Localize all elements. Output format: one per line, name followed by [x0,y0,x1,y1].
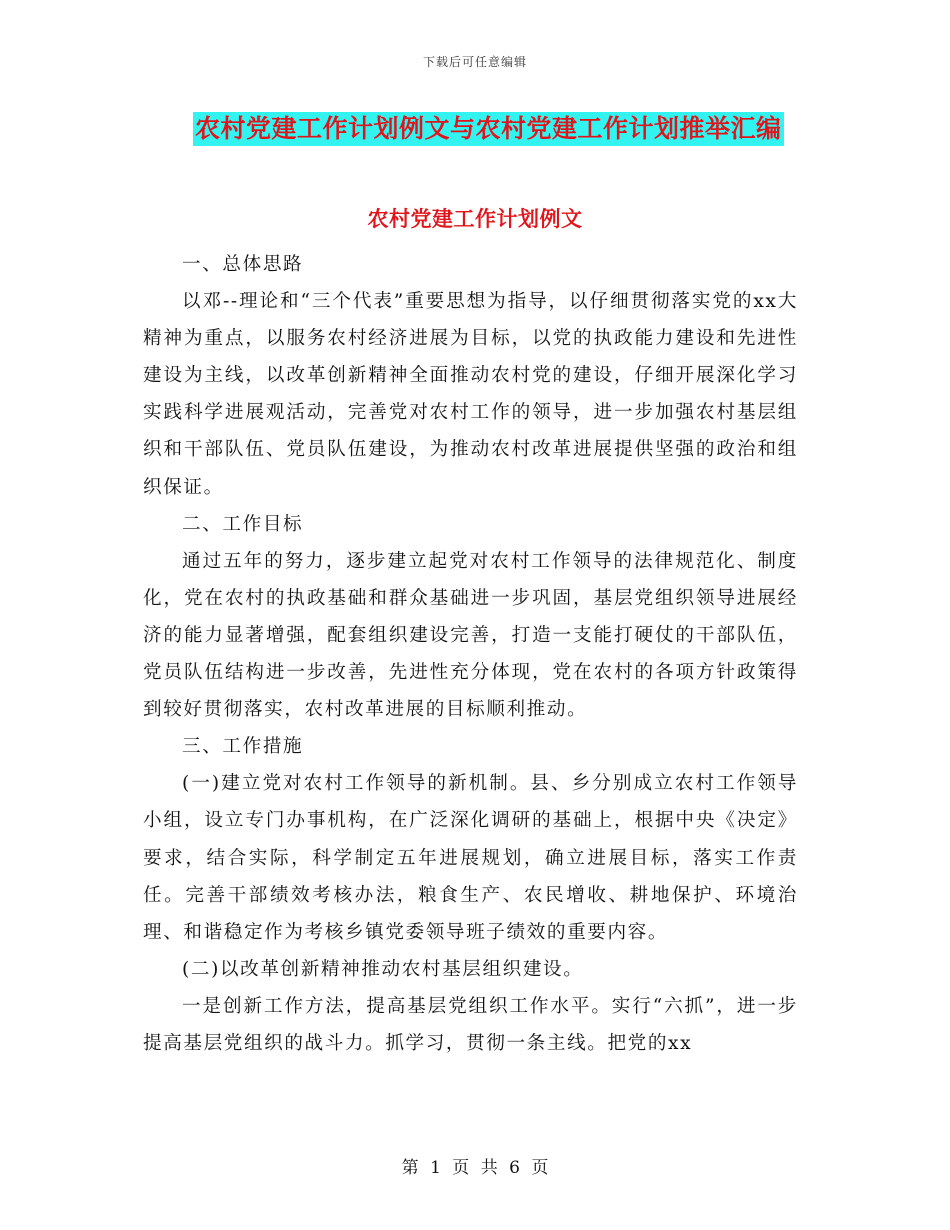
page-header-note: 下载后可任意编辑 [422,55,527,69]
paragraph-work-goals: 通过五年的努力，逐步建立起党对农村工作领导的法律规范化、制度化，党在农村的执政基础和群众基础进一步巩固，基层党组织领导进展经济的能力显著增强，配套组织建设完善，打造一支能打硬仗的干部队伍，党员队伍结构进一步改善，先进性充分体现，党在农村的各项方针政策得到较好贯彻落实，农村改革进展的目标顺利推动。 [143,550,798,721]
paragraph-measure-one: (一)建立党对农村工作领导的新机制。县、乡分别成立农村工作领导小组，设立专门办事机构，在广泛深化调研的基础上，根据中央《决定》要求，结合实际，科学制定五年进展规划，确立进展目标，落实工作责任。完善干部绩效考核办法，粮食生产、农民增收、耕地保护、环境治理、和谐稳定作为考核乡镇党委领导班子绩效的重要内容。 [143,773,798,943]
heading-work-measures: 三、工作措施 [182,736,304,758]
heading-overall-approach: 一、总体思路 [182,254,304,275]
paragraph-overall-approach: 以邓--理论和“三个代表”重要思想为指导，以仔细贯彻落实党的xx大精神为重点，以服务农村经济进展为目标，以党的执政能力建设和先进性建设为主线，以改革创新精神全面推动农村党的建设，仔细开展深化学习实践科学进展观活动，完善党对农村工作的领导，进一步加强农村基层组织和干部队伍、党员队伍建设，为推动农村改革进展提供坚强的政治和组织保证。 [143,291,798,498]
heading-work-goals: 二、工作目标 [182,513,304,535]
page-number: 第 1 页 共 6 页 [401,1158,549,1178]
document-title: 农村党建工作计划例文与农村党建工作计划推举汇编 [193,112,784,146]
paragraph-measure-two: (二)以改革创新精神推动农村基层组织建设。 [182,958,584,980]
document-body [143,246,798,1062]
section-title: 农村党建工作计划例文 [367,206,583,231]
paragraph-measure-two-detail: 一是创新工作方法，提高基层党组织工作水平。实行“六抓”，进一步提高基层党组织的战斗力。抓学习，贯彻一条主线。把党的xx [143,995,798,1054]
